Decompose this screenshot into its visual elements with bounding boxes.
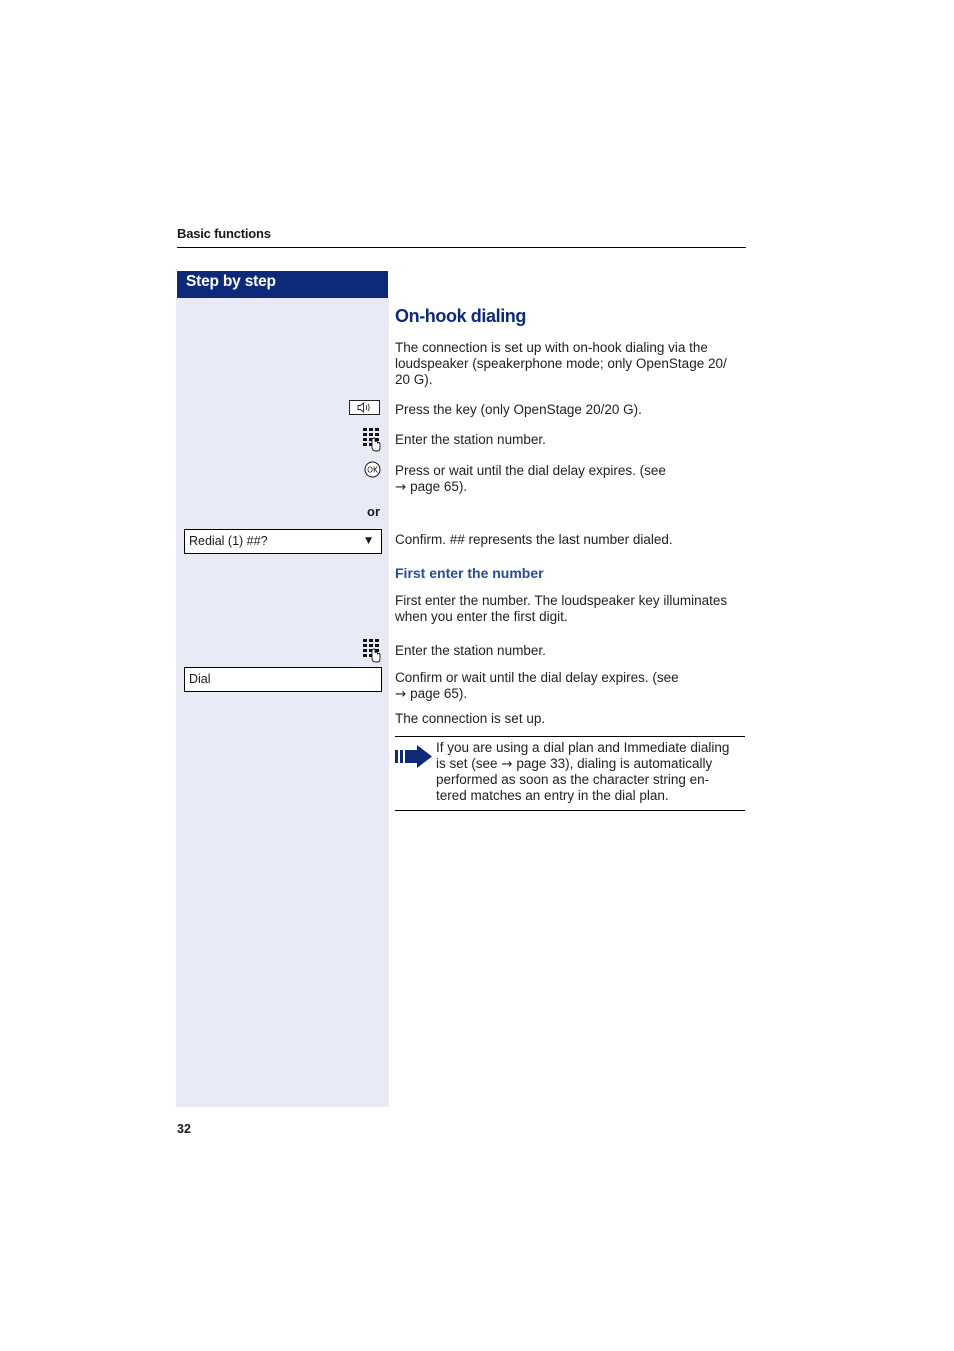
step-dial-text [395, 670, 679, 702]
step-ok-line: Press or wait until the dial delay expires. (see [395, 463, 666, 478]
keypad-icon [363, 639, 381, 663]
note-line: tered matches an entry in the dial plan. [436, 788, 669, 803]
step-dial-line: Confirm or wait until the dial delay expires. (see [395, 670, 679, 685]
step-enter-number-text: Enter the station number. [395, 643, 546, 658]
note-top-rule [395, 736, 745, 737]
dial-menu-field[interactable] [184, 667, 382, 692]
dial-field-label: Dial [189, 672, 211, 686]
step-confirm-text: Confirm. ## represents the last number dialed. [395, 532, 673, 547]
intro-line: loudspeaker (speakerphone mode; only OpenStage 20/ [395, 356, 727, 371]
chevron-down-icon: ▼ [365, 536, 372, 546]
step-enter-number-text: Enter the station number. [395, 432, 546, 447]
connection-set-text: The connection is set up. [395, 711, 546, 726]
step-sidebar [176, 298, 389, 1107]
page-reference: page 65). [410, 479, 468, 494]
note-fragment: is set (see [436, 756, 498, 771]
redial-field-label: Redial (1) ##? [189, 534, 268, 548]
page-reference: page 65). [410, 686, 468, 701]
first-enter-line: when you enter the first digit. [395, 609, 568, 624]
note-line [436, 756, 729, 772]
redial-menu-field[interactable] [184, 529, 382, 554]
first-enter-line: First enter the number. The loudspeaker key illuminates [395, 593, 728, 608]
subsection-title: First enter the number [395, 565, 544, 581]
intro-line: 20 G). [395, 372, 433, 387]
first-enter-paragraph [395, 593, 727, 625]
reference-arrow: → [395, 479, 407, 495]
intro-line: The connection is set up with on-hook dialing via the [395, 340, 708, 355]
intro-paragraph [395, 340, 727, 388]
note-line: If you are using a dial plan and Immediate dialing [436, 740, 730, 755]
reference-arrow: → [501, 756, 513, 772]
note-line: performed as soon as the character string en- [436, 772, 710, 787]
keypad-icon [363, 428, 381, 452]
page-number: 32 [177, 1122, 191, 1136]
or-label: or [367, 504, 380, 519]
step-speaker-text: Press the key (only OpenStage 20/20 G). [395, 402, 642, 417]
note-arrow-icon [395, 745, 432, 768]
ok-key-icon [364, 461, 381, 478]
step-dial-ref[interactable] [395, 686, 679, 702]
note-page-reference[interactable]: page 33), dialing is automatically [516, 756, 713, 771]
svg-text:OK: OK [367, 465, 378, 475]
step-ok-text [395, 463, 666, 495]
section-title: On-hook dialing [395, 306, 526, 326]
step-by-step-heading: Step by step [186, 273, 276, 290]
header-rule [177, 247, 746, 248]
step-ok-ref[interactable] [395, 479, 666, 495]
reference-arrow: → [395, 686, 407, 702]
note-text [436, 740, 729, 804]
speaker-key-icon [349, 400, 380, 415]
header-title: Basic functions [177, 226, 271, 241]
note-bottom-rule [395, 810, 745, 811]
